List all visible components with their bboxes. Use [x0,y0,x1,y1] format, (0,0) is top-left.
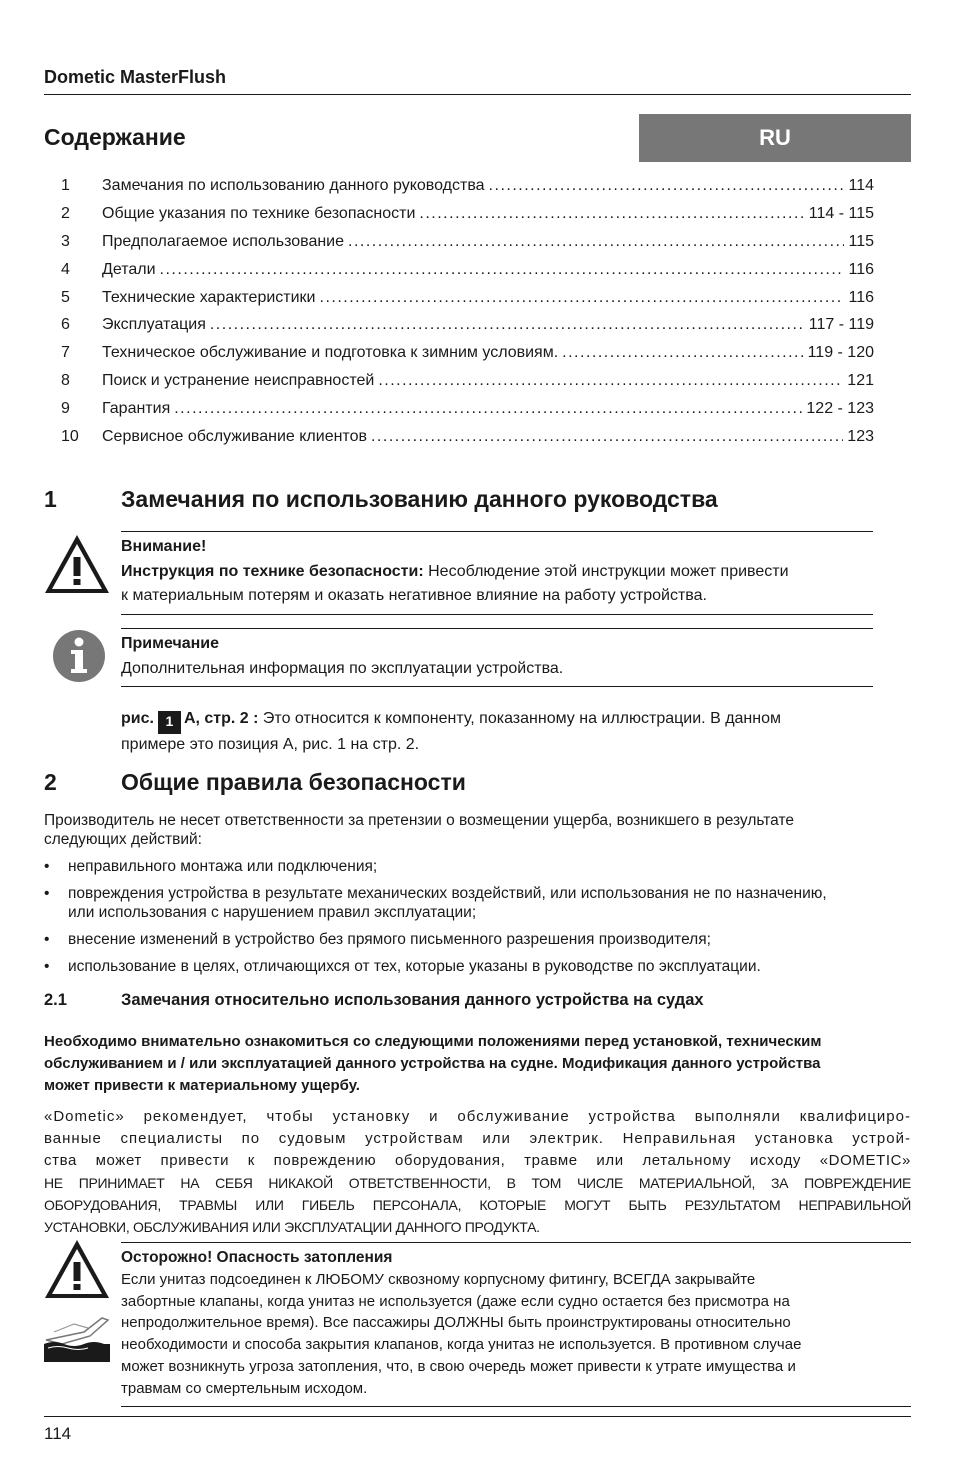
list-item: • повреждения устройства в результате механических воздействий, или использования не по назначению, или использования с нарушением правил эксплуатации; [44,884,914,924]
toc-leader [489,172,845,200]
figref-lead: рис. [121,710,154,727]
toc-leader [160,256,845,284]
list-item-text-2: или использования с нарушением правил эксплуатации; [68,904,477,921]
toc-entry[interactable] [44,172,874,200]
page-number: 114 [44,1424,72,1443]
toc-text: Предполагаемое использование [102,232,345,250]
figure-reference-line-1 [121,707,781,734]
flooding-hazard-icon [44,1310,112,1362]
toc-page: 117 - 119 [808,316,874,334]
list-item: • неправильного монтажа или подключения; [44,857,914,877]
list-item-text: неправильного монтажа или подключения; [68,858,378,875]
toc-entry[interactable] [44,256,874,284]
toc-leader [378,367,843,395]
flood-warning-title: Осторожно! Опасность затопления [121,1249,393,1266]
subsection-title: Замечания относительно использования данного устройства на судах [121,991,704,1009]
toc-entry[interactable] [44,395,874,423]
list-item-text: внесение изменений в устройство без прямого письменного разрешения производителя; [68,931,711,948]
toc-title: Содержание [44,124,186,150]
para-line-2: ванные специалисты по судовым устройствам или электрик. Неправильная установка устрой- [44,1130,911,1147]
warning-icon [43,1238,111,1300]
toc-text: Технические характеристики [102,288,316,306]
warning-lead: Инструкция по технике безопасности: [121,563,424,580]
warning-line-1 [121,560,789,584]
toc-page: 114 - 115 [808,204,874,222]
footer-divider [44,1416,911,1417]
toc-leader [419,200,804,228]
toc-leader [562,339,803,367]
toc-entry[interactable] [44,423,874,451]
toc-page: 116 [848,260,874,278]
toc-page: 121 [847,372,874,390]
flood-line-1: Если унитаз подсоединен к ЛЮБОМУ сквозному корпусному фитингу, ВСЕГДА закрывайте [121,1271,756,1288]
toc-page: 123 [847,428,874,446]
bold-para-line-2: обслуживанием и / или эксплуатацией данного устройства на судне. Модификация данного устройства [44,1055,821,1072]
warning-line-2: к материальным потерям и оказать негативное влияние на работу устройства. [121,587,707,604]
toc-leader [210,311,805,339]
toc-num: 1 [61,177,70,194]
flood-line-2: забортные клапаны, когда унитаз не используется (даже если судно остается без присмотра на [121,1293,790,1310]
toc-num: 8 [61,372,70,390]
divider [121,1242,911,1243]
divider [121,614,873,615]
toc-page: 122 - 123 [806,400,874,418]
divider [121,531,873,532]
section-title: Замечания по использованию данного руководства [121,486,718,512]
list-item: • внесение изменений в устройство без прямого письменного разрешения производителя; [44,930,914,950]
toc-leader [320,284,845,312]
toc-entry[interactable] [44,200,874,228]
bold-para-line-3: может привести к материальному ущербу. [44,1077,360,1094]
flood-line-4: необходимости и способа закрытия клапанов, когда унитаз не используется. В противном случае [121,1336,802,1353]
toc-num: 3 [61,232,70,250]
para-line-5: ОБОРУДОВАНИЯ, ТРАВМЫ ИЛИ ГИБЕЛЬ ПЕРСОНАЛА, КОТОРЫЕ МОГУТ БЫТЬ РЕЗУЛЬТАТОМ НЕПРАВИЛЬНОЙ [44,1197,911,1213]
toc-text: Поиск и устранение неисправностей [102,372,375,390]
warning-title: Внимание! [121,538,207,555]
toc-entry[interactable] [44,311,874,339]
toc-entry[interactable] [44,228,874,256]
toc-text: Гарантия [102,400,171,418]
toc-leader [174,395,802,423]
list-item-text: использование в целях, отличающихся от тех, которые указаны в руководстве по эксплуатации. [68,958,761,975]
intro-line-1: Производитель не несет ответственности за претензии о возмещении ущерба, возникшего в результате [44,812,794,829]
toc-text: Эксплуатация [102,316,206,334]
note-title: Примечание [121,635,220,652]
toc-text: Детали [102,260,156,278]
toc-page: 119 - 120 [807,344,874,362]
section-title: Общие правила безопасности [121,769,466,795]
toc-num: 10 [61,428,79,446]
flood-line-6: травмам со смертельным исходом. [121,1380,368,1397]
para-line-1: «Dometic» рекомендует, чтобы установку и обслуживание устройства выполняли квалифициро- [44,1108,911,1125]
toc-num: 6 [61,316,70,334]
divider [121,686,873,687]
para-line-4: НЕ ПРИНИМАЕТ НА СЕБЯ НИКАКОЙ ОТВЕТСТВЕННОСТИ, В ТОМ ЧИСЛЕ МАТЕРИАЛЬНОЙ, ЗА ПОВРЕЖДЕНИЕ [44,1175,911,1191]
toc-num: 9 [61,400,70,418]
section-number: 2 [44,769,57,795]
para-line-3: ства может привести к повреждению оборудования, травме или летальному исходу «DOMETIC» [44,1152,911,1169]
toc-num: 2 [61,204,70,222]
toc-page: 115 [848,232,874,250]
flood-line-3: непродолжительное время). Все пассажиры ДОЛЖНЫ быть проинструктированы относительно [121,1314,791,1331]
toc-entry[interactable] [44,339,874,367]
para-line-6: УСТАНОВКИ, ОБСЛУЖИВАНИЯ ИЛИ ЭКСПЛУАТАЦИИ ДАННОГО ПРОДУКТА. [44,1219,540,1235]
list-item: • использование в целях, отличающихся от тех, которые указаны в руководстве по эксплуатации. [44,957,914,977]
info-icon [52,629,106,683]
warning-text: Несоблюдение этой инструкции может привести [423,563,789,580]
note-text: Дополнительная информация по эксплуатации устройства. [121,660,564,677]
toc-num: 5 [61,288,70,306]
toc-entry[interactable] [44,367,874,395]
header-divider [44,94,911,95]
section-2-heading [44,769,914,799]
language-badge: RU [639,114,911,162]
toc-text: Замечания по использованию данного руководства [102,177,485,194]
toc-leader [348,228,844,256]
toc-text: Сервисное обслуживание клиентов [102,428,367,446]
flood-line-5: может возникнуть угроза затопления, что, в свою очередь может привести к утрате имущества и [121,1358,796,1375]
toc-text: Техническое обслуживание и подготовка к зимним условиям. [102,344,559,362]
bold-para-line-1: Необходимо внимательно ознакомиться со следующими положениями перед установкой, техническим [44,1033,822,1050]
toc-page: 114 [848,177,874,194]
list-item-text: повреждения устройства в результате механических воздействий, или использования не по назначению, [68,885,827,902]
figref-text: Это относится к компоненту, показанному на иллюстрации. В данном [258,710,781,727]
toc-entry[interactable] [44,284,874,312]
brand-title: Dometic MasterFlush [44,67,227,87]
section-1-heading [44,486,914,516]
toc-page: 116 [848,288,874,306]
figref-lead-2: A, стр. 2 : [183,710,259,727]
toc-leader [371,423,843,451]
toc-text: Общие указания по технике безопасности [102,204,416,222]
table-of-contents [44,172,874,451]
toc-num: 4 [61,260,70,278]
warning-icon [43,533,111,595]
figure-number-badge: 1 [158,711,181,734]
divider [121,628,873,629]
intro-line-2: следующих действий: [44,831,202,848]
figure-reference-line-2: примере это позиция A, рис. 1 на стр. 2. [121,736,420,753]
divider [121,1406,911,1407]
toc-num: 7 [61,344,70,362]
subsection-number: 2.1 [44,991,67,1009]
section-number: 1 [44,486,57,512]
